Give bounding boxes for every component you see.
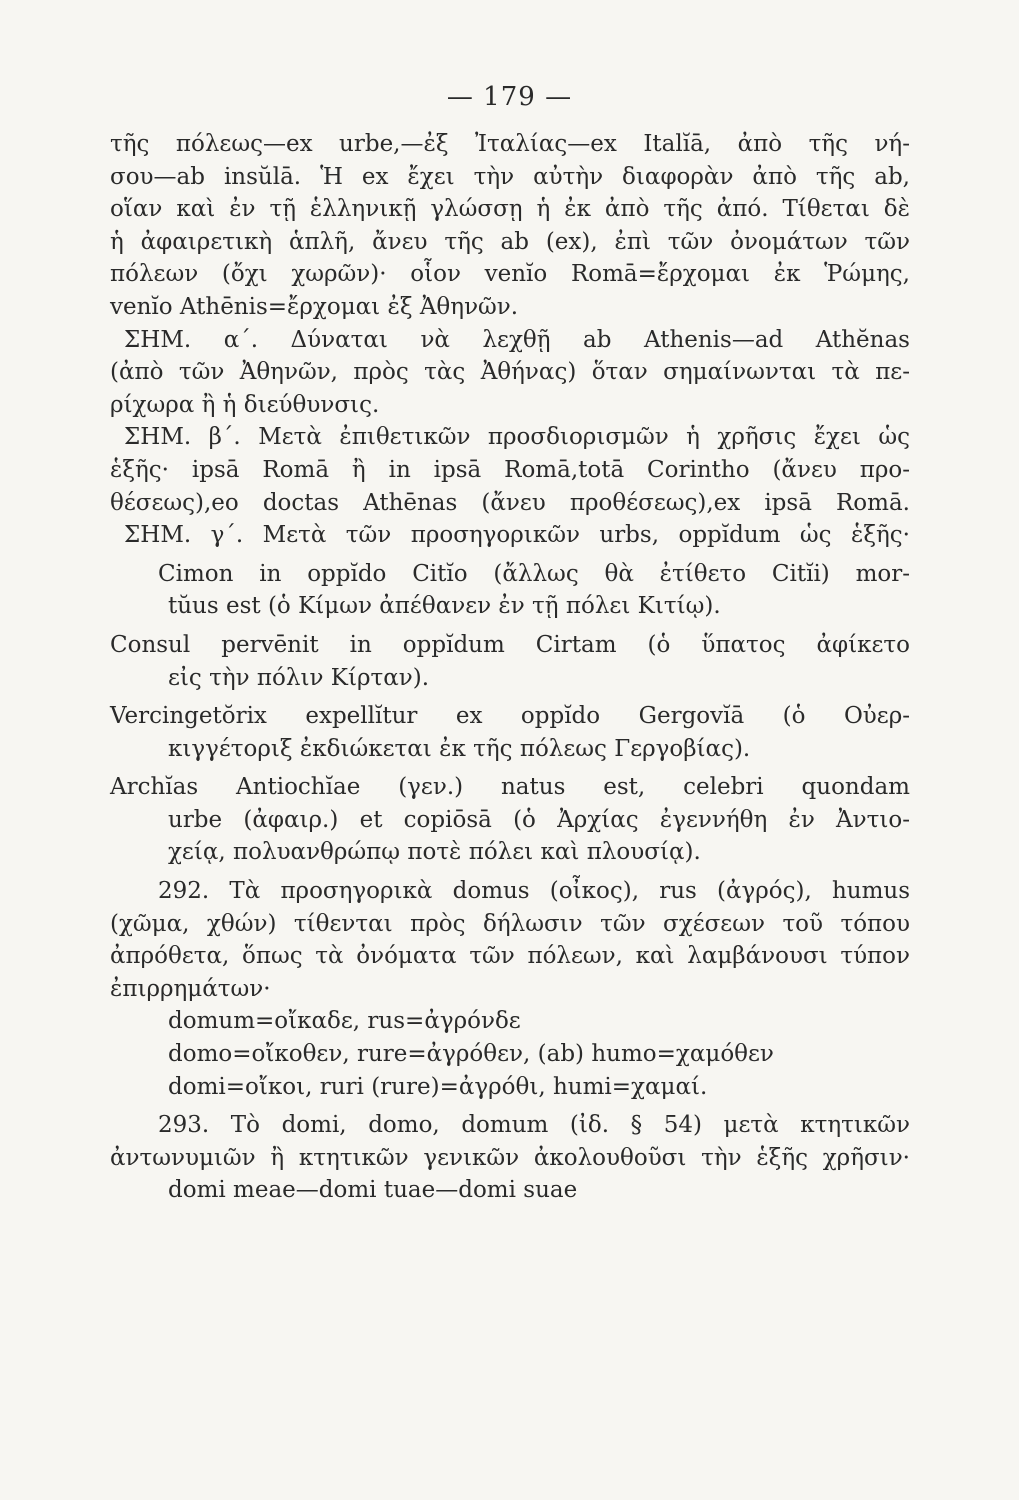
text-line: domi meae—domi tuae—domi suae	[168, 1177, 578, 1204]
text-line: σου—ab insŭlā. Ἡ ex ἔχει τὴν αὐτὴν διαφορὰν ἀπὸ τῆς ab,	[110, 163, 910, 190]
text-line: ρίχωρα ἢ ἡ διεύθυνσις.	[110, 391, 380, 418]
text-line: Consul pervēnit in oppĭdum Cirtam (ὁ ὕπατος ἀφίκετο	[110, 631, 910, 658]
text-line: Archĭas Antiochĭae (γεν.) natus est, celebri quondam	[110, 774, 910, 801]
text-line: οἵαν καὶ ἐν τῇ ἑλληνικῇ γλώσσῃ ἡ ἐκ ἀπὸ τῆς ἀπό. Τίθεται δὲ	[110, 196, 910, 223]
text-line: ἐπιρρημάτων·	[110, 975, 271, 1002]
text-line: χείᾳ, πολυανθρώπῳ ποτὲ πόλει καὶ πλουσίᾳ).	[168, 839, 701, 866]
text-line: 292. Τὰ προσηγορικὰ domus (οἶκος), rus (ἀγρός), humus	[158, 878, 910, 905]
text-line: (ἀπὸ τῶν Ἀθηνῶν, πρὸς τὰς Ἀθήνας) ὅταν σημαίνωνται τὰ πε-	[110, 359, 910, 386]
text-line: ἀντωνυμιῶν ἢ κτητικῶν γενικῶν ἀκολουθοῦσι τὴν ἑξῆς χρῆσιν·	[110, 1144, 910, 1171]
text-line: venĭo Athēnis=ἔρχομαι ἐξ Ἀθηνῶν.	[110, 293, 519, 320]
text-line: domo=οἴκοθεν, rure=ἀγρόθεν, (ab) humo=χαμόθεν	[168, 1041, 774, 1068]
text-line: ΣΗΜ. γ΄. Μετὰ τῶν προσηγορικῶν urbs, oppĭdum ὡς ἑξῆς·	[124, 522, 910, 549]
text-line: tŭus est (ὁ Κίμων ἀπέθανεν ἐν τῇ πόλει Κιτίῳ).	[168, 593, 721, 620]
body-text	[110, 128, 910, 1207]
text-line: (χῶμα, χθών) τίθενται πρὸς δήλωσιν τῶν σχέσεων τοῦ τόπου	[110, 910, 910, 937]
text-line: τῆς πόλεως—ex urbe,—ἐξ Ἰταλίας—ex Italĭā, ἀπὸ τῆς νή-	[110, 131, 910, 157]
text-line: ἑξῆς· ipsā Romā ἢ in ipsā Romā,totā Corintho (ἄνευ προ-	[110, 456, 910, 483]
page-number: — 179 —	[446, 82, 573, 112]
text-line: ἡ ἀφαιρετικὴ ἁπλῆ, ἄνευ τῆς ab (ex), ἐπὶ τῶν ὀνομάτων τῶν	[110, 228, 910, 255]
text-line: πόλεων (ὄχι χωρῶν)· οἷον venĭo Romā=ἔρχομαι ἐκ Ῥώμης,	[110, 261, 910, 288]
text-line: θέσεως),eo doctas Athēnas (ἄνευ προθέσεως),ex ipsā Romā.	[110, 489, 910, 516]
text-line: ἀπρόθετα, ὅπως τὰ ὀνόματα τῶν πόλεων, καὶ λαμβάνουσι τύπον	[110, 943, 910, 970]
text-line: domum=οἴκαδε, rus=ἀγρόνδε	[168, 1008, 521, 1035]
text-line: ΣΗΜ. β΄. Μετὰ ἐπιθετικῶν προσδιορισμῶν ἡ χρῆσις ἔχει ὡς	[124, 424, 910, 451]
text-line: κιγγέτοριξ ἐκδιώκεται ἐκ τῆς πόλεως Γεργοβίας).	[168, 735, 751, 762]
text-line: εἰς τὴν πόλιν Κίρταν).	[168, 664, 430, 691]
text-line: urbe (ἀφαιρ.) et copiōsā (ὁ Ἀρχίας ἐγεννήθη ἐν Ἀντιο-	[168, 806, 910, 833]
text-line: ΣΗΜ. α΄. Δύναται νὰ λεχθῇ ab Athenis—ad Athĕnas	[124, 326, 910, 353]
text-line: domi=οἴκοι, ruri (rure)=ἀγρόθι, humi=χαμαί.	[168, 1073, 708, 1100]
text-line: Vercingetŏrix expellĭtur ex oppĭdo Gergovĭā (ὁ Οὐερ-	[110, 703, 910, 730]
text-line: 293. Τὸ domi, domo, domum (ἰδ. § 54) μετὰ κτητικῶν	[158, 1112, 910, 1139]
text-line: Cimon in oppĭdo Citĭo (ἄλλως θὰ ἐτίθετο Citĭi) mor-	[158, 560, 910, 587]
